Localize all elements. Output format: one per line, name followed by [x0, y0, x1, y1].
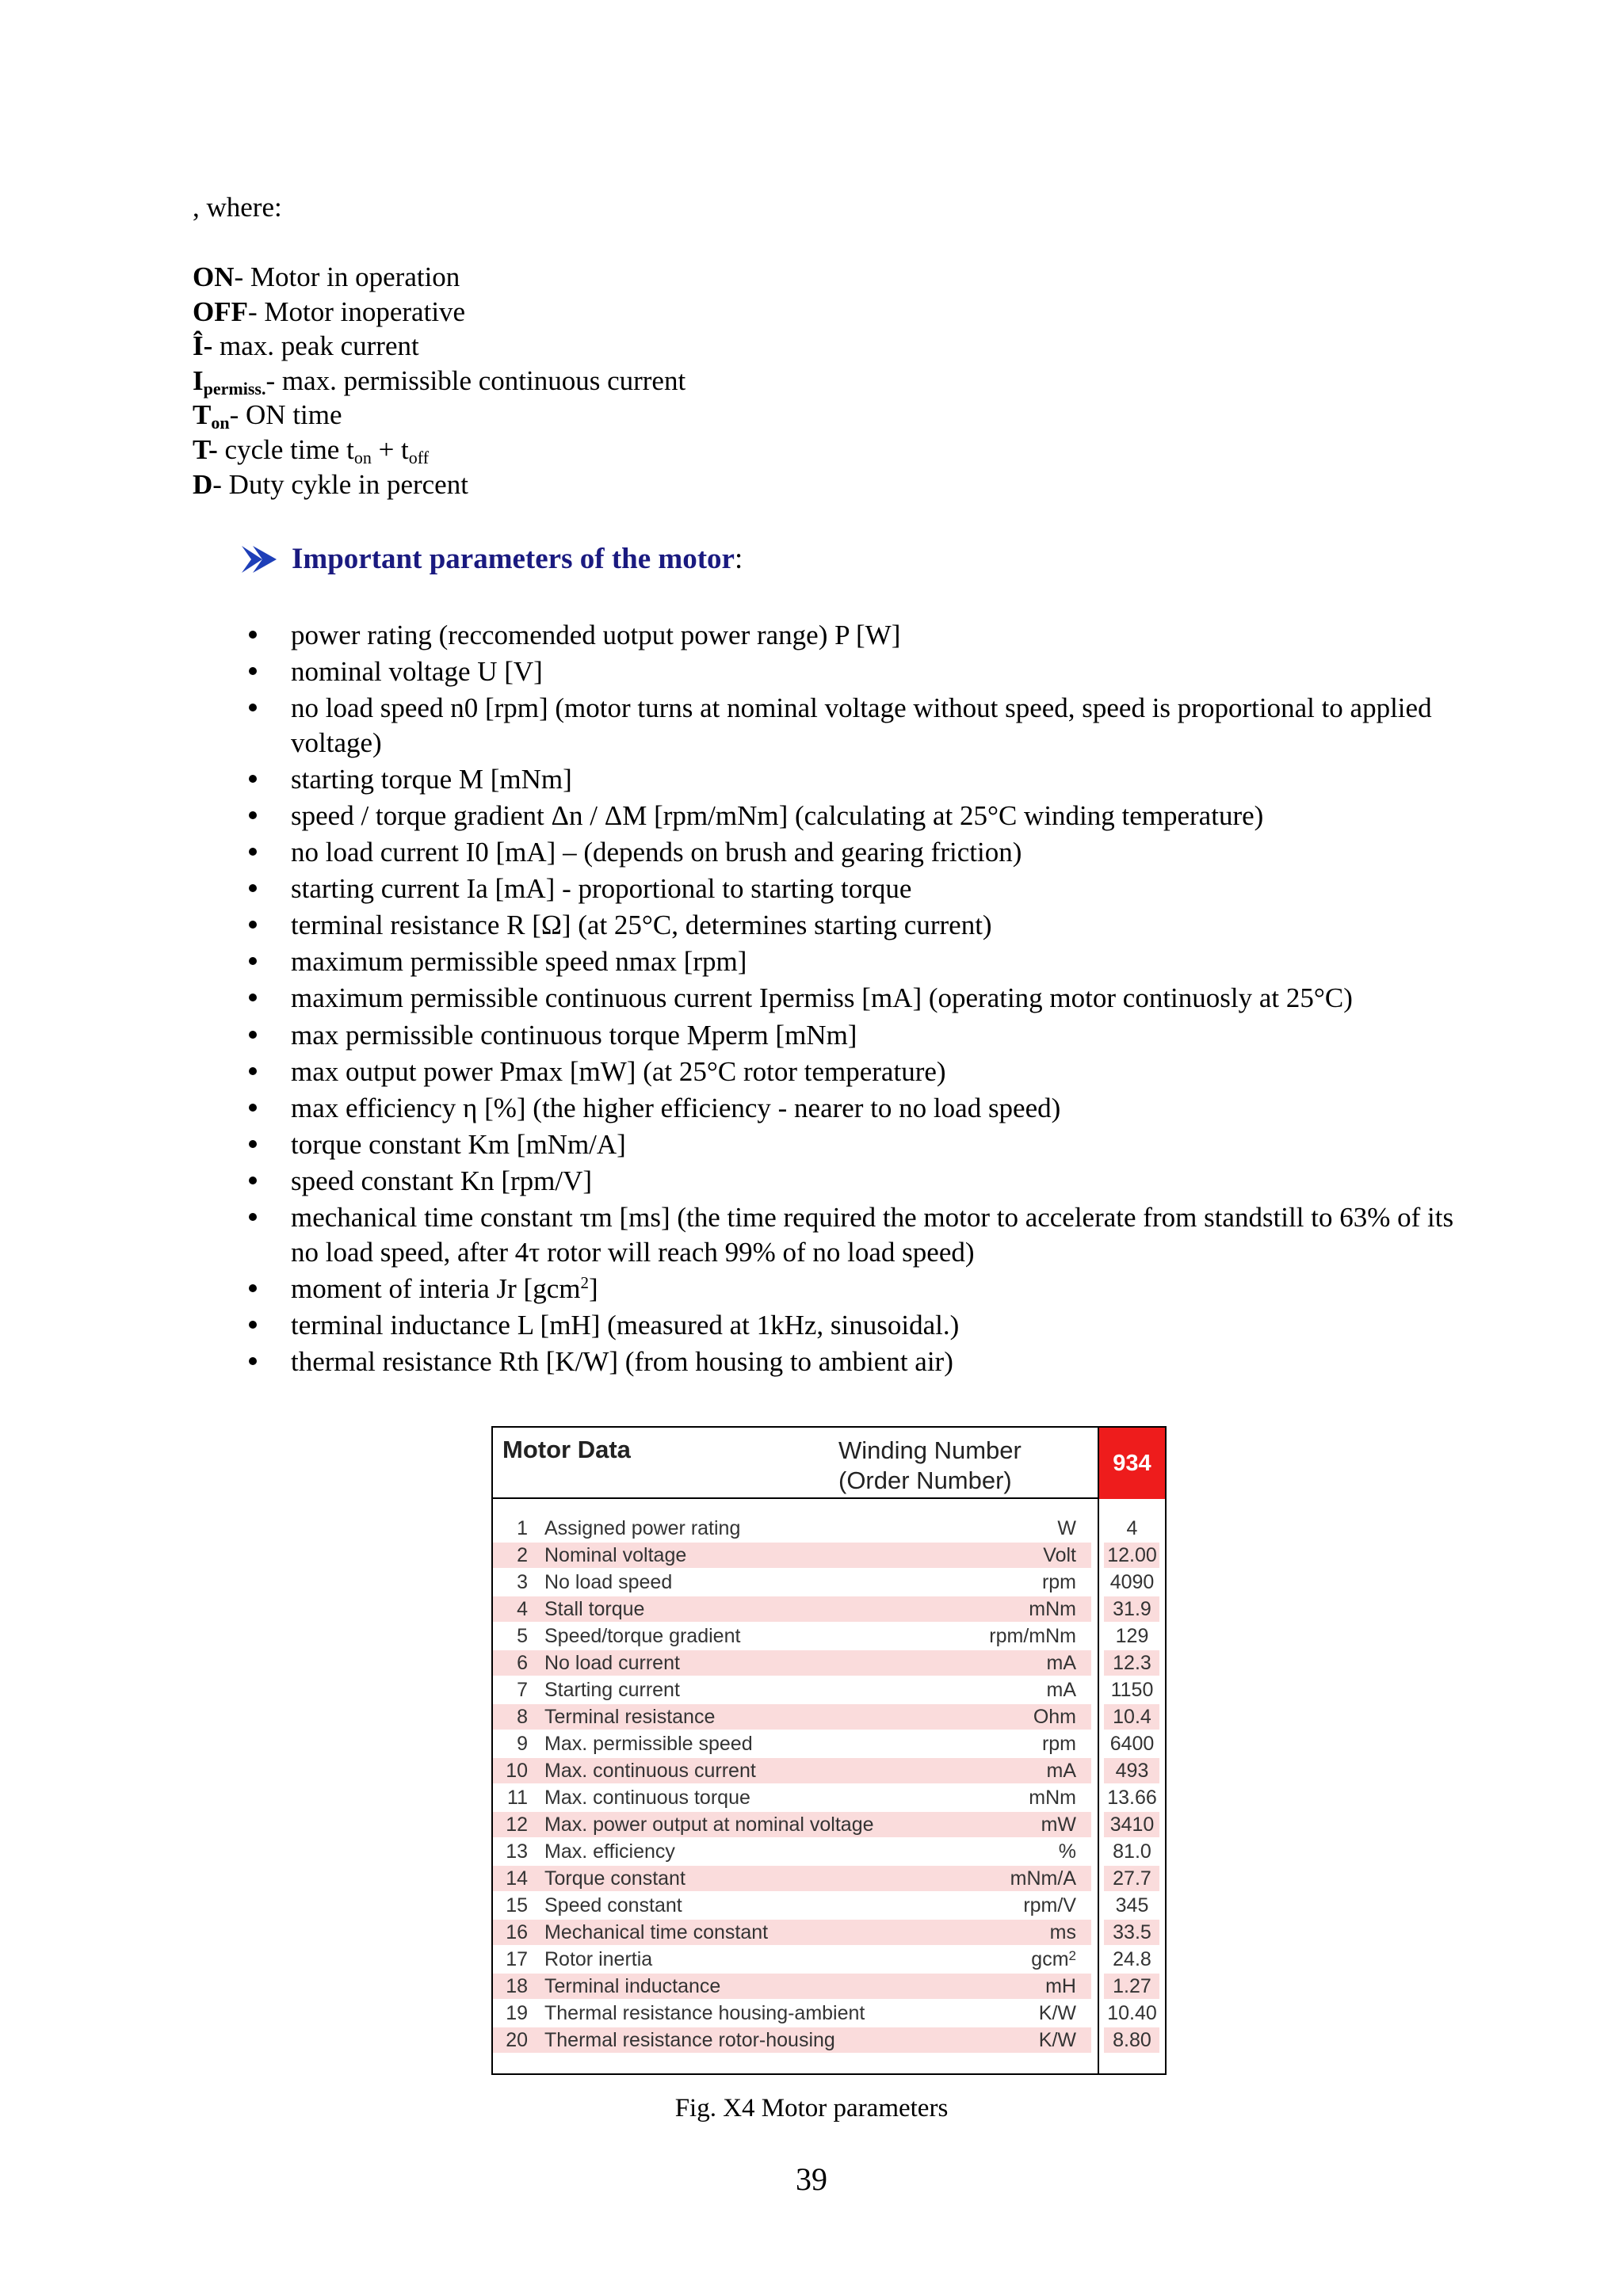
list-item: power rating (reccomended uotput power range) P [W] [246, 618, 1458, 653]
table-row [493, 1569, 1165, 1596]
bullet-dot-icon [249, 994, 257, 1001]
row-value: 345 [1115, 1894, 1149, 1917]
row-unit: W [1057, 1517, 1076, 1539]
bullet-dot-icon [249, 811, 257, 819]
row-unit: Ohm [1033, 1706, 1076, 1728]
table-row [493, 1865, 1165, 1892]
row-label: Assigned power rating [544, 1517, 741, 1539]
table-row [493, 1757, 1165, 1784]
row-value: 12.3 [1113, 1652, 1151, 1674]
row-number: 13 [506, 1840, 528, 1863]
table-row [493, 1919, 1165, 1946]
row-unit: ms [1049, 1921, 1076, 1943]
winding-header: Winding Number (Order Number) [838, 1436, 1022, 1494]
bullet-dot-icon [249, 1321, 257, 1329]
row-number: 3 [517, 1571, 528, 1593]
row-unit: rpm/V [1023, 1894, 1076, 1917]
row-unit: mW [1041, 1814, 1076, 1836]
row-value: 1150 [1110, 1679, 1154, 1701]
row-value: 3410 [1109, 1814, 1155, 1836]
bullet-dot-icon [249, 775, 257, 783]
list-item: terminal inductance L [mH] (measured at 1kHz, sinusoidal.) [246, 1308, 1458, 1343]
row-unit: rpm [1041, 1571, 1076, 1593]
row-unit: mNm/A [1010, 1867, 1076, 1890]
row-value: 24.8 [1113, 1948, 1151, 1970]
row-unit: mA [1046, 1652, 1076, 1674]
bullet-dot-icon [249, 884, 257, 892]
list-item: terminal resistance R [Ω] (at 25°C, determines starting current) [246, 908, 1458, 943]
bullet-dot-icon [249, 1213, 257, 1221]
row-value: 33.5 [1113, 1921, 1151, 1943]
row-label: No load speed [544, 1571, 673, 1593]
row-label: Speed/torque gradient [544, 1625, 741, 1647]
row-unit: % [1058, 1840, 1076, 1863]
table-row [493, 2000, 1165, 2027]
list-item: maximum permissible speed nmax [rpm] [246, 944, 1458, 979]
row-number: 19 [506, 2002, 528, 2024]
def-peak: Î- max. peak current [193, 330, 419, 362]
row-label: Stall torque [544, 1598, 645, 1620]
list-item: moment of interia Jr [gcm$^2$] [246, 1272, 1458, 1306]
row-value: 1.27 [1113, 1975, 1151, 1997]
list-item: starting torque M [mNm] [246, 762, 1458, 797]
row-unit: rpm/mNm [989, 1625, 1076, 1647]
row-unit: rpm [1041, 1733, 1076, 1755]
table-row [493, 1892, 1165, 1919]
bullet-dot-icon [249, 848, 257, 856]
table-row [493, 1542, 1165, 1569]
list-item: mechanical time constant τm [ms] (the time required the motor to accelerate from standstill to 63% of its no load speed, after 4τ rotor will reach 99% of no load speed) [246, 1200, 1458, 1269]
definitions-list [193, 260, 685, 502]
row-value: 129 [1115, 1625, 1149, 1647]
figure-caption: Fig. X4 Motor parameters [674, 2094, 949, 2122]
row-number: 15 [506, 1894, 528, 1917]
list-item: thermal resistance Rth [K/W] (from housing to ambient air) [246, 1344, 1458, 1379]
row-label: Rotor inertia [544, 1948, 653, 1970]
table-row [493, 1623, 1165, 1650]
bullet-dot-icon [249, 921, 257, 929]
table-row [493, 1946, 1165, 1973]
row-label: Max. permissible speed [544, 1733, 753, 1755]
row-value: 493 [1115, 1760, 1149, 1782]
row-number: 11 [507, 1787, 528, 1809]
table-title: Motor Data [502, 1436, 631, 1463]
row-unit: mH [1045, 1975, 1076, 1997]
table-row [493, 1596, 1165, 1623]
bullet-dot-icon [249, 1140, 257, 1148]
def-off: OFF- Motor inoperative [193, 296, 466, 327]
row-label: Max. continuous current [544, 1760, 756, 1782]
def-ipermiss: $I_{permiss.}-$ max. permissible continuous current [193, 364, 686, 399]
row-label: Starting current [544, 1679, 680, 1701]
row-number: 9 [517, 1733, 528, 1755]
row-value: 27.7 [1113, 1867, 1151, 1890]
list-item: speed / torque gradient Δn / ΔM [rpm/mNm] (calculating at 25°C winding temperature) [246, 799, 1458, 833]
table-row [493, 1650, 1165, 1676]
row-number: 10 [506, 1760, 528, 1782]
row-label: Torque constant [544, 1867, 685, 1890]
row-value: 10.40 [1107, 2002, 1157, 2024]
row-label: Nominal voltage [544, 1544, 687, 1566]
list-item: torque constant Km [mNm/A] [246, 1127, 1458, 1162]
row-label: Max. power output at nominal voltage [544, 1814, 874, 1836]
row-value: 13.66 [1107, 1787, 1157, 1809]
list-item: max permissible continuous torque Mperm [mNm] [246, 1018, 1458, 1053]
row-number: 16 [506, 1921, 528, 1943]
table-row [493, 1838, 1165, 1865]
row-unit: mNm [1029, 1598, 1076, 1620]
table-row [493, 1784, 1165, 1811]
table-row [493, 1515, 1165, 1542]
row-unit: Volt [1043, 1544, 1076, 1566]
arrow-bullet-icon [242, 546, 277, 573]
row-value: 10.4 [1113, 1706, 1151, 1728]
row-number: 14 [506, 1867, 528, 1890]
winding-number-badge: 934 [1099, 1428, 1165, 1499]
bullet-dot-icon [249, 1104, 257, 1112]
table-row [493, 1676, 1165, 1703]
row-value: 4090 [1109, 1571, 1155, 1593]
row-label: Thermal resistance rotor-housing [544, 2029, 835, 2051]
list-item: starting current Ia [mA] - proportional to starting torque [246, 871, 1458, 906]
row-number: 2 [517, 1544, 528, 1566]
row-unit: mA [1046, 1679, 1076, 1701]
row-label: Terminal inductance [544, 1975, 721, 1997]
row-number: 18 [506, 1975, 528, 1997]
row-value: 12.00 [1107, 1544, 1157, 1566]
bullet-dot-icon [249, 667, 257, 675]
list-item: no load speed n0 [rpm] (motor turns at nominal voltage without speed, speed is proportional to applied voltage) [246, 691, 1458, 760]
row-number: 7 [517, 1679, 528, 1701]
parameter-bullet-list [246, 618, 1458, 1381]
row-label: Max. efficiency [544, 1840, 675, 1863]
row-number: 20 [506, 2029, 528, 2051]
table-row [493, 1730, 1165, 1757]
row-label: Speed constant [544, 1894, 682, 1917]
list-item: max efficiency η [%] (the higher efficiency - nearer to no load speed) [246, 1091, 1458, 1126]
table-rows [493, 1515, 1165, 2054]
header-divider [493, 1497, 1098, 1499]
row-number: 8 [517, 1706, 528, 1728]
list-item: max output power Pmax [mW] (at 25°C rotor temperature) [246, 1055, 1458, 1089]
page-number: 39 [796, 2161, 827, 2197]
row-unit: mA [1046, 1760, 1076, 1782]
def-duty: D- Duty cykle in percent [193, 468, 468, 500]
bullet-dot-icon [249, 1067, 257, 1075]
bullet-dot-icon [249, 1177, 257, 1184]
list-item: maximum permissible continuous current Ipermiss [mA] (operating motor continuosly at 25°C) [246, 981, 1458, 1016]
row-value: 4 [1126, 1517, 1138, 1539]
table-row [493, 1703, 1165, 1730]
row-label: Max. continuous torque [544, 1787, 750, 1809]
row-label: No load current [544, 1652, 680, 1674]
row-value: 81.0 [1113, 1840, 1151, 1863]
bullet-dot-icon [249, 704, 257, 711]
motor-data-table [491, 1426, 1167, 2075]
row-number: 6 [517, 1652, 528, 1674]
intro-text: , where: [193, 192, 282, 223]
bullet-dot-icon [249, 631, 257, 639]
row-unit: K/W [1038, 2002, 1076, 2024]
def-ton: $T_{on}-$ ON time [193, 399, 342, 433]
list-item: no load current I0 [mA] – (depends on brush and gearing friction) [246, 835, 1458, 870]
row-unit: gcm$^2$ [1031, 1948, 1076, 1970]
row-number: 5 [517, 1625, 528, 1647]
row-number: 4 [517, 1598, 528, 1620]
row-unit: K/W [1038, 2029, 1076, 2051]
bullet-dot-icon [249, 1357, 257, 1365]
section-heading [242, 540, 743, 578]
heading-suffix: : [734, 543, 743, 575]
bullet-dot-icon [249, 1031, 257, 1039]
row-unit: mNm [1029, 1787, 1076, 1809]
row-number: 17 [506, 1948, 528, 1970]
heading-text: Important parameters of the motor [292, 543, 735, 575]
row-label: Mechanical time constant [544, 1921, 769, 1943]
list-item: speed constant Kn [rpm/V] [246, 1164, 1458, 1199]
row-value: 6400 [1109, 1733, 1155, 1755]
def-on: ON- Motor in operation [193, 261, 460, 292]
row-label: Terminal resistance [544, 1706, 716, 1728]
bullet-dot-icon [249, 957, 257, 965]
table-row [493, 1811, 1165, 1838]
bullet-dot-icon [249, 1284, 257, 1292]
row-label: Thermal resistance housing-ambient [544, 2002, 865, 2024]
def-cycle: T- cycle time $t_{on} + t_{off}$ [193, 433, 430, 467]
row-number: 1 [517, 1517, 528, 1539]
row-value: 8.80 [1113, 2029, 1151, 2051]
table-row [493, 1973, 1165, 2000]
row-number: 12 [506, 1814, 528, 1836]
table-row [493, 2027, 1165, 2054]
list-item: nominal voltage U [V] [246, 654, 1458, 689]
row-value: 31.9 [1113, 1598, 1151, 1620]
